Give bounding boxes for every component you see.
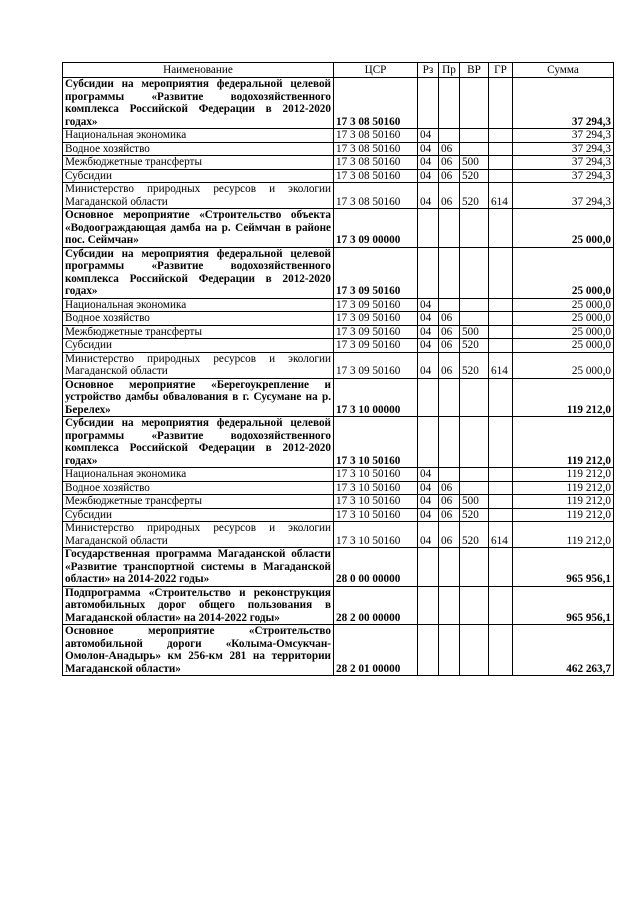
cell-gr: 614 xyxy=(489,522,513,548)
cell-sum: 25 000,0 xyxy=(513,247,614,298)
cell-pr: 06 xyxy=(439,325,460,339)
cell-name: Межбюджетные трансферты xyxy=(63,495,334,509)
cell-name: Субсидии на мероприятия федеральной целевой программы «Развитие водохозяйственного комплекса Российской Федерации в 2012-2020 годах» xyxy=(63,417,334,468)
table-row xyxy=(63,495,614,509)
table-row xyxy=(63,352,614,378)
cell-sum: 119 212,0 xyxy=(513,468,614,482)
cell-pr: 06 xyxy=(439,352,460,378)
cell-name: Субсидии на мероприятия федеральной целевой программы «Развитие водохозяйственного комплекса Российской Федерации в 2012-2020 годах» xyxy=(63,247,334,298)
cell-gr xyxy=(489,625,513,676)
cell-rz: 04 xyxy=(418,481,439,495)
cell-pr: 06 xyxy=(439,169,460,183)
cell-vr: 520 xyxy=(460,508,489,522)
cell-sum: 37 294,3 xyxy=(513,183,614,209)
cell-sum: 37 294,3 xyxy=(513,169,614,183)
cell-gr xyxy=(489,78,513,129)
cell-pr: 06 xyxy=(439,312,460,326)
cell-csr: 17 3 09 00000 xyxy=(334,209,418,248)
cell-csr: 17 3 10 50160 xyxy=(334,417,418,468)
cell-gr xyxy=(489,468,513,482)
cell-gr: 614 xyxy=(489,183,513,209)
cell-rz xyxy=(418,417,439,468)
cell-name: Субсидии xyxy=(63,508,334,522)
cell-gr xyxy=(489,495,513,509)
cell-csr: 17 3 08 50160 xyxy=(334,169,418,183)
cell-vr xyxy=(460,586,489,625)
cell-csr: 17 3 09 50160 xyxy=(334,298,418,312)
cell-rz: 04 xyxy=(418,298,439,312)
cell-rz: 04 xyxy=(418,183,439,209)
cell-name: Межбюджетные трансферты xyxy=(63,156,334,170)
cell-gr xyxy=(489,156,513,170)
cell-pr: 06 xyxy=(439,508,460,522)
cell-sum: 965 956,1 xyxy=(513,548,614,587)
cell-name: Национальная экономика xyxy=(63,129,334,143)
cell-rz: 04 xyxy=(418,142,439,156)
table-header-row xyxy=(63,63,614,78)
cell-csr: 17 3 08 50160 xyxy=(334,78,418,129)
table-row xyxy=(63,522,614,548)
cell-sum: 25 000,0 xyxy=(513,298,614,312)
cell-gr xyxy=(489,142,513,156)
cell-vr xyxy=(460,625,489,676)
cell-pr: 06 xyxy=(439,183,460,209)
cell-name: Основное мероприятие «Строительство автомобильной дороги «Колыма-Омсукчан-Омолон-Анадырь» км 256-км 281 на территории Магаданской области» xyxy=(63,625,334,676)
cell-vr xyxy=(460,312,489,326)
cell-vr xyxy=(460,129,489,143)
cell-pr: 06 xyxy=(439,339,460,353)
cell-sum: 25 000,0 xyxy=(513,209,614,248)
table-row xyxy=(63,508,614,522)
cell-gr xyxy=(489,298,513,312)
cell-name: Межбюджетные трансферты xyxy=(63,325,334,339)
cell-gr xyxy=(489,325,513,339)
cell-pr xyxy=(439,129,460,143)
header-rz: Рз xyxy=(418,63,439,78)
table-row xyxy=(63,298,614,312)
cell-vr: 500 xyxy=(460,325,489,339)
table-row xyxy=(63,325,614,339)
cell-csr: 28 2 01 00000 xyxy=(334,625,418,676)
cell-pr: 06 xyxy=(439,481,460,495)
cell-pr xyxy=(439,586,460,625)
cell-gr xyxy=(489,548,513,587)
cell-name: Водное хозяйство xyxy=(63,481,334,495)
cell-vr xyxy=(460,481,489,495)
cell-vr: 520 xyxy=(460,339,489,353)
cell-vr xyxy=(460,468,489,482)
cell-csr: 17 3 10 50160 xyxy=(334,495,418,509)
cell-sum: 119 212,0 xyxy=(513,495,614,509)
table-row xyxy=(63,156,614,170)
table-row xyxy=(63,417,614,468)
cell-rz: 04 xyxy=(418,156,439,170)
cell-vr: 520 xyxy=(460,352,489,378)
cell-gr xyxy=(489,481,513,495)
cell-csr: 28 2 00 00000 xyxy=(334,586,418,625)
header-sum: Сумма xyxy=(513,63,614,78)
cell-rz xyxy=(418,548,439,587)
cell-name: Национальная экономика xyxy=(63,468,334,482)
cell-pr xyxy=(439,298,460,312)
header-pr: Пр xyxy=(439,63,460,78)
header-vr: ВР xyxy=(460,63,489,78)
cell-sum: 25 000,0 xyxy=(513,312,614,326)
cell-rz xyxy=(418,247,439,298)
cell-sum: 119 212,0 xyxy=(513,481,614,495)
cell-sum: 25 000,0 xyxy=(513,352,614,378)
cell-vr xyxy=(460,548,489,587)
cell-name: Министерство природных ресурсов и экологии Магаданской области xyxy=(63,352,334,378)
header-name: Наименование xyxy=(63,63,334,78)
cell-csr: 17 3 08 50160 xyxy=(334,142,418,156)
cell-sum: 37 294,3 xyxy=(513,78,614,129)
cell-rz: 04 xyxy=(418,495,439,509)
cell-gr xyxy=(489,508,513,522)
cell-csr: 17 3 08 50160 xyxy=(334,156,418,170)
cell-rz xyxy=(418,78,439,129)
cell-name: Водное хозяйство xyxy=(63,142,334,156)
cell-pr: 06 xyxy=(439,142,460,156)
cell-name: Субсидии xyxy=(63,169,334,183)
cell-pr: 06 xyxy=(439,495,460,509)
cell-pr: 06 xyxy=(439,156,460,170)
table-row xyxy=(63,142,614,156)
table-row xyxy=(63,625,614,676)
cell-gr xyxy=(489,247,513,298)
cell-pr xyxy=(439,417,460,468)
cell-gr xyxy=(489,339,513,353)
table-row xyxy=(63,481,614,495)
cell-pr xyxy=(439,625,460,676)
cell-sum: 37 294,3 xyxy=(513,129,614,143)
cell-gr xyxy=(489,169,513,183)
cell-name: Министерство природных ресурсов и экологии Магаданской области xyxy=(63,183,334,209)
table-row xyxy=(63,78,614,129)
cell-csr: 17 3 10 50160 xyxy=(334,468,418,482)
cell-sum: 119 212,0 xyxy=(513,508,614,522)
cell-gr xyxy=(489,209,513,248)
cell-rz: 04 xyxy=(418,325,439,339)
cell-name: Основное мероприятие «Строительство объекта «Водоограждающая дамба на р. Сеймчан в районе пос. Сеймчан» xyxy=(63,209,334,248)
cell-pr xyxy=(439,247,460,298)
cell-csr: 17 3 09 50160 xyxy=(334,247,418,298)
cell-pr xyxy=(439,548,460,587)
cell-rz xyxy=(418,625,439,676)
cell-sum: 25 000,0 xyxy=(513,339,614,353)
cell-rz: 04 xyxy=(418,169,439,183)
cell-gr xyxy=(489,378,513,417)
cell-vr: 520 xyxy=(460,169,489,183)
cell-vr xyxy=(460,417,489,468)
cell-rz: 04 xyxy=(418,468,439,482)
cell-gr xyxy=(489,417,513,468)
cell-vr xyxy=(460,247,489,298)
cell-sum: 37 294,3 xyxy=(513,156,614,170)
cell-name: Основное мероприятие «Берегоукрепление и устройство дамбы обвалования в г. Сусумане на р. Берелех» xyxy=(63,378,334,417)
header-gr: ГР xyxy=(489,63,513,78)
cell-csr: 17 3 09 50160 xyxy=(334,312,418,326)
cell-sum: 965 956,1 xyxy=(513,586,614,625)
cell-csr: 17 3 09 50160 xyxy=(334,325,418,339)
cell-pr xyxy=(439,378,460,417)
cell-gr xyxy=(489,312,513,326)
table-body xyxy=(63,78,614,676)
cell-vr: 520 xyxy=(460,522,489,548)
cell-name: Национальная экономика xyxy=(63,298,334,312)
budget-table xyxy=(62,62,614,676)
cell-csr: 17 3 10 00000 xyxy=(334,378,418,417)
cell-pr xyxy=(439,78,460,129)
cell-rz: 04 xyxy=(418,312,439,326)
table-row xyxy=(63,312,614,326)
table-row xyxy=(63,586,614,625)
table-row xyxy=(63,339,614,353)
cell-csr: 17 3 10 50160 xyxy=(334,481,418,495)
header-csr: ЦСР xyxy=(334,63,418,78)
cell-rz: 04 xyxy=(418,522,439,548)
cell-name: Государственная программа Магаданской области «Развитие транспортной системы в Магаданской области» на 2014-2022 годы» xyxy=(63,548,334,587)
cell-sum: 119 212,0 xyxy=(513,378,614,417)
cell-rz: 04 xyxy=(418,508,439,522)
cell-pr xyxy=(439,468,460,482)
cell-csr: 17 3 09 50160 xyxy=(334,352,418,378)
cell-rz: 04 xyxy=(418,352,439,378)
cell-vr xyxy=(460,209,489,248)
cell-csr: 17 3 08 50160 xyxy=(334,129,418,143)
cell-name: Субсидии на мероприятия федеральной целевой программы «Развитие водохозяйственного комплекса Российской Федерации в 2012-2020 годах» xyxy=(63,78,334,129)
cell-rz xyxy=(418,586,439,625)
cell-sum: 119 212,0 xyxy=(513,522,614,548)
cell-vr xyxy=(460,378,489,417)
cell-gr: 614 xyxy=(489,352,513,378)
cell-csr: 17 3 08 50160 xyxy=(334,183,418,209)
cell-vr: 500 xyxy=(460,156,489,170)
cell-sum: 25 000,0 xyxy=(513,325,614,339)
table-row xyxy=(63,129,614,143)
cell-rz xyxy=(418,378,439,417)
cell-rz xyxy=(418,209,439,248)
table-row xyxy=(63,468,614,482)
cell-rz: 04 xyxy=(418,339,439,353)
table-row xyxy=(63,247,614,298)
table-row xyxy=(63,548,614,587)
table-row xyxy=(63,378,614,417)
cell-vr: 500 xyxy=(460,495,489,509)
cell-sum: 462 263,7 xyxy=(513,625,614,676)
cell-gr xyxy=(489,129,513,143)
table-row xyxy=(63,209,614,248)
cell-sum: 37 294,3 xyxy=(513,142,614,156)
cell-pr: 06 xyxy=(439,522,460,548)
cell-gr xyxy=(489,586,513,625)
cell-name: Водное хозяйство xyxy=(63,312,334,326)
cell-vr xyxy=(460,78,489,129)
cell-csr: 28 0 00 00000 xyxy=(334,548,418,587)
cell-rz: 04 xyxy=(418,129,439,143)
cell-vr: 520 xyxy=(460,183,489,209)
cell-name: Подпрограмма «Строительство и реконструкция автомобильных дорог общего пользования в Магаданской области» на 2014-2022 годы» xyxy=(63,586,334,625)
cell-csr: 17 3 10 50160 xyxy=(334,508,418,522)
table-row xyxy=(63,169,614,183)
table-row xyxy=(63,183,614,209)
cell-vr xyxy=(460,298,489,312)
cell-name: Министерство природных ресурсов и экологии Магаданской области xyxy=(63,522,334,548)
cell-pr xyxy=(439,209,460,248)
cell-sum: 119 212,0 xyxy=(513,417,614,468)
cell-csr: 17 3 10 50160 xyxy=(334,522,418,548)
cell-vr xyxy=(460,142,489,156)
cell-name: Субсидии xyxy=(63,339,334,353)
cell-csr: 17 3 09 50160 xyxy=(334,339,418,353)
